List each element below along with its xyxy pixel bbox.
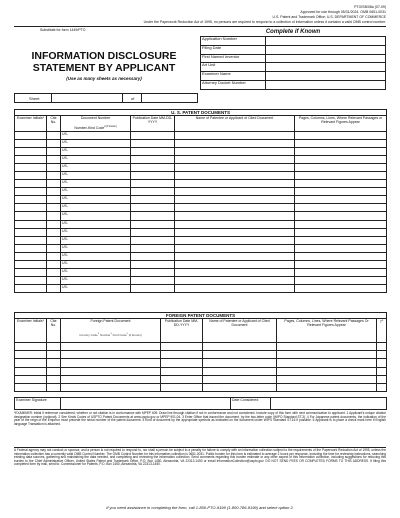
us-pub-date-cell[interactable] <box>131 196 175 204</box>
us-patentee-name-cell[interactable] <box>175 140 295 148</box>
total-sheets-field[interactable] <box>141 94 199 103</box>
us-document-number-cell[interactable] <box>61 220 131 228</box>
us-examiner-initials-cell[interactable] <box>15 196 47 204</box>
us-document-number-cell[interactable] <box>61 284 131 292</box>
us-patentee-name-cell[interactable] <box>175 196 295 204</box>
foreign-pages-cell[interactable] <box>277 359 377 367</box>
foreign-cite-no-cell[interactable] <box>47 351 61 359</box>
us-pages-cell[interactable] <box>295 156 387 164</box>
us-table-row <box>15 220 387 228</box>
assistance-line: If you need assistance in completing the form, call 1-800-PTO-9199 (1-800-786-9199) and select option 2. <box>106 505 294 510</box>
foreign-pages-cell[interactable] <box>277 343 377 351</box>
foreign-patentee-name-cell[interactable] <box>203 367 277 375</box>
foreign-examiner-initials-cell[interactable] <box>15 351 47 359</box>
form-id: PTO/SB/08a (07-09) <box>354 5 386 9</box>
signature-table <box>14 397 387 410</box>
us-pub-date-cell[interactable] <box>131 244 175 252</box>
us-document-number-cell[interactable] <box>61 236 131 244</box>
us-document-number-cell[interactable] <box>61 260 131 268</box>
us-document-number-cell[interactable] <box>61 172 131 180</box>
us-patentee-name-cell[interactable] <box>175 132 295 140</box>
us-pub-date-cell[interactable] <box>131 220 175 228</box>
us-examiner-initials-cell[interactable] <box>15 228 47 236</box>
us-cite-no-cell[interactable] <box>47 252 61 260</box>
us-patentee-name-cell[interactable] <box>175 188 295 196</box>
us-document-number-cell[interactable] <box>61 132 131 140</box>
complete-if-known: Complete if Known <box>265 29 321 35</box>
us-cite-no-cell[interactable] <box>47 188 61 196</box>
known-field-row <box>201 54 386 63</box>
us-patentee-name-cell[interactable] <box>175 284 295 292</box>
foreign-col-doc-title: Foreign Patent Document <box>90 319 131 323</box>
agency-line: U.S. Patent and Trademark Office; U.S. DEPARTMENT OF COMMERCE <box>272 15 386 19</box>
us-patentee-name-cell[interactable] <box>175 252 295 260</box>
us-document-number-cell[interactable] <box>61 180 131 188</box>
us-table-row <box>15 132 387 140</box>
us-col-pages: Pages, Columns, Lines, Where Relevant Passages or Relevant Figures Appear <box>295 116 387 132</box>
us-pub-date-cell[interactable] <box>131 172 175 180</box>
foreign-col-t: $T^6$ <box>377 319 387 343</box>
us-table-row <box>15 148 387 156</box>
us-table-row <box>15 260 387 268</box>
us-cite-no-cell[interactable] <box>47 164 61 172</box>
foreign-table-row <box>15 367 387 375</box>
us-table-row <box>15 188 387 196</box>
us-prefix: US- <box>62 268 69 273</box>
foreign-pages-cell[interactable] <box>277 383 377 391</box>
us-prefix: US- <box>62 228 69 233</box>
us-prefix: US- <box>62 148 69 153</box>
us-prefix: US- <box>62 180 69 185</box>
foreign-patent-table <box>14 312 387 392</box>
us-document-number-cell[interactable] <box>61 212 131 220</box>
us-examiner-initials-cell[interactable] <box>15 244 47 252</box>
us-prefix: US- <box>62 164 69 169</box>
foreign-translation-cell[interactable] <box>377 351 387 359</box>
us-pages-cell[interactable] <box>295 228 387 236</box>
us-prefix: US- <box>62 140 69 145</box>
us-pages-cell[interactable] <box>295 220 387 228</box>
us-pub-date-cell[interactable] <box>131 140 175 148</box>
us-patentee-name-cell[interactable] <box>175 212 295 220</box>
foreign-examiner-initials-cell[interactable] <box>15 367 47 375</box>
us-prefix: US- <box>62 236 69 241</box>
foreign-translation-cell[interactable] <box>377 367 387 375</box>
us-cite-no-cell[interactable] <box>47 284 61 292</box>
us-examiner-initials-cell[interactable] <box>15 188 47 196</box>
us-table-title: U. S. PATENT DOCUMENTS <box>15 110 387 116</box>
us-table-row <box>15 268 387 276</box>
us-pages-cell[interactable] <box>295 140 387 148</box>
us-pages-cell[interactable] <box>295 276 387 284</box>
us-pub-date-cell[interactable] <box>131 276 175 284</box>
foreign-patentee-name-cell[interactable] <box>203 375 277 383</box>
header-divider <box>14 26 386 27</box>
us-examiner-initials-cell[interactable] <box>15 268 47 276</box>
us-document-number-cell[interactable] <box>61 148 131 156</box>
us-pages-cell[interactable] <box>295 148 387 156</box>
us-cite-no-cell[interactable] <box>47 172 61 180</box>
us-patentee-name-cell[interactable] <box>175 260 295 268</box>
known-field-label: Art Unit <box>201 63 266 72</box>
us-pub-date-cell[interactable] <box>131 180 175 188</box>
us-pages-cell[interactable] <box>295 196 387 204</box>
foreign-cite-no-cell[interactable] <box>47 383 61 391</box>
foreign-examiner-initials-cell[interactable] <box>15 343 47 351</box>
us-patent-table <box>14 109 387 293</box>
foreign-patentee-name-cell[interactable] <box>203 359 277 367</box>
us-cite-no-cell[interactable] <box>47 212 61 220</box>
us-table-row <box>15 156 387 164</box>
foreign-cite-no-cell[interactable] <box>47 367 61 375</box>
foreign-col-doc-sub: Country Code$^3$ Number$^4$ Kind Code$^5$ (if known) <box>79 333 142 337</box>
foreign-col-cite: Cite No. <box>47 319 61 343</box>
known-field-label: Application Number <box>201 37 266 46</box>
us-cite-no-cell[interactable] <box>47 276 61 284</box>
substitute-note: Substitute for form 1449/PTO <box>40 28 86 32</box>
us-cite-no-cell[interactable] <box>47 236 61 244</box>
foreign-patentee-name-cell[interactable] <box>203 343 277 351</box>
foreign-col-examiner: Examiner Initials* <box>15 319 47 343</box>
foreign-document-cell[interactable] <box>61 343 161 351</box>
foreign-col-doc <box>61 319 161 343</box>
us-table-row <box>15 212 387 220</box>
foreign-document-cell[interactable] <box>61 351 161 359</box>
us-cite-no-cell[interactable] <box>47 204 61 212</box>
us-pub-date-cell[interactable] <box>131 228 175 236</box>
us-pub-date-cell[interactable] <box>131 204 175 212</box>
us-table-row <box>15 276 387 284</box>
us-prefix: US- <box>62 156 69 161</box>
us-cite-no-cell[interactable] <box>47 148 61 156</box>
sheet-label: Sheet <box>29 96 40 101</box>
us-table-row <box>15 140 387 148</box>
us-examiner-initials-cell[interactable] <box>15 276 47 284</box>
known-field-row <box>201 80 386 89</box>
foreign-table-row <box>15 351 387 359</box>
foreign-document-cell[interactable] <box>61 367 161 375</box>
us-prefix: US- <box>62 220 69 225</box>
us-patentee-name-cell[interactable] <box>175 204 295 212</box>
us-prefix: US- <box>62 252 69 257</box>
us-pub-date-cell[interactable] <box>131 188 175 196</box>
us-examiner-initials-cell[interactable] <box>15 156 47 164</box>
us-document-number-cell[interactable] <box>61 228 131 236</box>
examiner-signature-field[interactable] <box>61 398 231 410</box>
us-table-row <box>15 180 387 188</box>
foreign-table-row <box>15 375 387 383</box>
known-field-value[interactable] <box>266 63 386 72</box>
foreign-patentee-name-cell[interactable] <box>203 351 277 359</box>
us-table-row <box>15 228 387 236</box>
us-pub-date-cell[interactable] <box>131 212 175 220</box>
foreign-pub-date-cell[interactable] <box>161 367 203 375</box>
us-pub-date-cell[interactable] <box>131 284 175 292</box>
us-cite-no-cell[interactable] <box>47 156 61 164</box>
us-patentee-name-cell[interactable] <box>175 156 295 164</box>
sheet-row <box>14 93 198 103</box>
known-field-row <box>201 45 386 54</box>
us-document-number-cell[interactable] <box>61 140 131 148</box>
foreign-pages-cell[interactable] <box>277 367 377 375</box>
us-examiner-initials-cell[interactable] <box>15 260 47 268</box>
foreign-cite-no-cell[interactable] <box>47 343 61 351</box>
known-field-label: Attorney Docket Number <box>201 80 266 89</box>
foreign-pub-date-cell[interactable] <box>161 343 203 351</box>
us-examiner-initials-cell[interactable] <box>15 212 47 220</box>
us-patentee-name-cell[interactable] <box>175 172 295 180</box>
us-pub-date-cell[interactable] <box>131 164 175 172</box>
foreign-examiner-initials-cell[interactable] <box>15 383 47 391</box>
us-table-row <box>15 244 387 252</box>
us-examiner-initials-cell[interactable] <box>15 148 47 156</box>
us-table-row <box>15 164 387 172</box>
us-prefix: US- <box>62 196 69 201</box>
foreign-cite-no-cell[interactable] <box>47 359 61 367</box>
known-fields-table <box>200 36 386 90</box>
foreign-examiner-initials-cell[interactable] <box>15 359 47 367</box>
us-col-pubdate: Publication Date MM-DD-YYYY <box>131 116 175 132</box>
us-examiner-initials-cell[interactable] <box>15 164 47 172</box>
us-document-number-cell[interactable] <box>61 196 131 204</box>
examiner-signature-label: Examiner Signature <box>15 398 61 410</box>
title-line-2: STATEMENT BY APPLICANT <box>32 62 176 74</box>
foreign-translation-cell[interactable] <box>377 383 387 391</box>
us-pub-date-cell[interactable] <box>131 268 175 276</box>
us-pages-cell[interactable] <box>295 172 387 180</box>
paperwork-line: Under the Paperwork Reduction Act of 1995, no persons are required to respond to a collection of information unless it contains a valid OMB control number. <box>143 20 386 24</box>
us-document-number-cell[interactable] <box>61 268 131 276</box>
examiner-footnote: *EXAMINER: Initial if reference considered, whether or not citation is in conformance with MPEP 609. Draw line through citation if not in conformance and not considered. Include copy of this form with next communication to applicant. 1 Applicant's unique citation designation number (optional). 2 See Kinds Codes of USPTO Patent Documents at www.uspto.gov or MPEP 901.04. 3 Enter Office that issued the document, by the two-letter code (WIPO Standard ST.3). 4 For Japanese patent documents, the indication of the year of the reign of the Emperor must precede the serial number of the patent document. 5 Kind of document by the appropriate symbols as indicated on the document under WIPO Standard ST.16 if possible. 6 Applicant is to place a check mark here if English language Translation is attached. <box>14 411 386 426</box>
us-prefix: US- <box>62 132 69 136</box>
us-examiner-initials-cell[interactable] <box>15 284 47 292</box>
us-patentee-name-cell[interactable] <box>175 220 295 228</box>
us-examiner-initials-cell[interactable] <box>15 236 47 244</box>
foreign-pages-cell[interactable] <box>277 375 377 383</box>
us-prefix: US- <box>62 204 69 209</box>
us-patentee-name-cell[interactable] <box>175 148 295 156</box>
us-prefix: US- <box>62 260 69 265</box>
foreign-pub-date-cell[interactable] <box>161 359 203 367</box>
us-pages-cell[interactable] <box>295 180 387 188</box>
us-cite-no-cell[interactable] <box>47 180 61 188</box>
us-table-row <box>15 236 387 244</box>
us-cite-no-cell[interactable] <box>47 132 61 140</box>
foreign-table-row <box>15 343 387 351</box>
us-col-doc-sub: Number-Kind Code$^{2 (if known)}$ <box>74 125 117 131</box>
us-document-number-cell[interactable] <box>61 252 131 260</box>
us-patentee-name-cell[interactable] <box>175 164 295 172</box>
us-prefix: US- <box>62 188 69 193</box>
foreign-examiner-initials-cell[interactable] <box>15 375 47 383</box>
known-field-row <box>201 37 386 46</box>
us-patentee-name-cell[interactable] <box>175 228 295 236</box>
us-examiner-initials-cell[interactable] <box>15 220 47 228</box>
us-prefix: US- <box>62 172 69 177</box>
known-field-label: Examiner Name <box>201 72 266 81</box>
us-pages-cell[interactable] <box>295 212 387 220</box>
us-prefix: US- <box>62 284 69 289</box>
us-pub-date-cell[interactable] <box>131 260 175 268</box>
known-field-value[interactable] <box>266 72 386 81</box>
us-document-number-cell[interactable] <box>61 244 131 252</box>
us-patentee-name-cell[interactable] <box>175 244 295 252</box>
foreign-cite-no-cell[interactable] <box>47 375 61 383</box>
us-cite-no-cell[interactable] <box>47 260 61 268</box>
us-pages-cell[interactable] <box>295 268 387 276</box>
us-pages-cell[interactable] <box>295 204 387 212</box>
foreign-pub-date-cell[interactable] <box>161 375 203 383</box>
foreign-table-row <box>15 359 387 367</box>
us-patentee-name-cell[interactable] <box>175 268 295 276</box>
us-col-doc-title: Document Number <box>80 116 111 120</box>
us-pages-cell[interactable] <box>295 188 387 196</box>
us-prefix: US- <box>62 276 69 281</box>
sheet-number-field[interactable] <box>51 94 123 103</box>
foreign-translation-cell[interactable] <box>377 359 387 367</box>
us-col-cite: Cite No. <box>47 116 61 132</box>
us-col-doc <box>61 116 131 132</box>
us-patentee-name-cell[interactable] <box>175 236 295 244</box>
us-examiner-initials-cell[interactable] <box>15 172 47 180</box>
foreign-patentee-name-cell[interactable] <box>203 383 277 391</box>
us-document-number-cell[interactable] <box>61 164 131 172</box>
foreign-document-cell[interactable] <box>61 383 161 391</box>
date-considered-field[interactable] <box>271 398 387 410</box>
title-note: (Use as many sheets as necessary) <box>66 76 142 81</box>
us-pub-date-cell[interactable] <box>131 156 175 164</box>
us-document-number-cell[interactable] <box>61 188 131 196</box>
us-table-row <box>15 204 387 212</box>
us-prefix: US- <box>62 244 69 249</box>
us-examiner-initials-cell[interactable] <box>15 180 47 188</box>
known-field-value[interactable] <box>266 80 386 89</box>
us-table-row <box>15 196 387 204</box>
us-pages-cell[interactable] <box>295 236 387 244</box>
us-examiner-initials-cell[interactable] <box>15 204 47 212</box>
foreign-pub-date-cell[interactable] <box>161 351 203 359</box>
us-cite-no-cell[interactable] <box>47 140 61 148</box>
us-pages-cell[interactable] <box>295 132 387 140</box>
us-col-name: Name of Patentee or Applicant of Cited Document <box>175 116 295 132</box>
foreign-col-pages: Pages, Columns, Lines, Where Relevant Passages Or Relevant Figures Appear <box>277 319 377 343</box>
us-table-row <box>15 172 387 180</box>
us-document-number-cell[interactable] <box>61 156 131 164</box>
known-field-label: First Named Inventor <box>201 54 266 63</box>
title-line-1: INFORMATION DISCLOSURE <box>31 50 177 62</box>
us-patentee-name-cell[interactable] <box>175 180 295 188</box>
approval-line: Approved for use through 05/31/2024. OMB 0651-0031 <box>300 10 386 14</box>
us-table-row <box>15 252 387 260</box>
us-document-number-cell[interactable] <box>61 276 131 284</box>
us-pub-date-cell[interactable] <box>131 132 175 140</box>
us-cite-no-cell[interactable] <box>47 196 61 204</box>
us-table-row <box>15 284 387 292</box>
us-examiner-initials-cell[interactable] <box>15 140 47 148</box>
us-cite-no-cell[interactable] <box>47 244 61 252</box>
us-pages-cell[interactable] <box>295 244 387 252</box>
known-field-label: Filing Date <box>201 45 266 54</box>
us-examiner-initials-cell[interactable] <box>15 252 47 260</box>
known-field-value[interactable] <box>266 45 386 54</box>
us-pages-cell[interactable] <box>295 252 387 260</box>
foreign-col-pubdate: Publication Date MM-DD-YYYY <box>161 319 203 343</box>
date-considered-label: Date Considered <box>231 398 271 410</box>
of-label: of <box>131 96 135 101</box>
us-pub-date-cell[interactable] <box>131 148 175 156</box>
foreign-pub-date-cell[interactable] <box>161 383 203 391</box>
us-pub-date-cell[interactable] <box>131 252 175 260</box>
us-pages-cell[interactable] <box>295 284 387 292</box>
us-pages-cell[interactable] <box>295 260 387 268</box>
foreign-col-name: Name of Patentee or Applicant of Cited Document <box>203 319 277 343</box>
us-cite-no-cell[interactable] <box>47 268 61 276</box>
us-cite-no-cell[interactable] <box>47 220 61 228</box>
us-col-examiner: Examiner Initials* <box>15 116 47 132</box>
us-document-number-cell[interactable] <box>61 204 131 212</box>
foreign-pages-cell[interactable] <box>277 351 377 359</box>
foreign-translation-cell[interactable] <box>377 343 387 351</box>
us-examiner-initials-cell[interactable] <box>15 132 47 140</box>
foreign-translation-cell[interactable] <box>377 375 387 383</box>
us-patentee-name-cell[interactable] <box>175 276 295 284</box>
foreign-table-title: FOREIGN PATENT DOCUMENTS <box>15 313 387 319</box>
us-pages-cell[interactable] <box>295 164 387 172</box>
foreign-table-row <box>15 383 387 391</box>
foreign-document-cell[interactable] <box>61 359 161 367</box>
known-field-value[interactable] <box>266 37 386 46</box>
foreign-document-cell[interactable] <box>61 375 161 383</box>
us-cite-no-cell[interactable] <box>47 228 61 236</box>
us-prefix: US- <box>62 212 69 217</box>
burden-statement: A Federal agency may not conduct or sponsor, and a person is not required to respond to, nor shall a person be subject to a penalty for failure to comply with an information collection subject to the requirements of the Paperwork Reduction Act of 1995, unless the information collection has a currently valid OMB Control Number. The OMB Control Number for this information collection is 0651-0031. Public burden for this form is estimated to average 2 hours per response, including the time for reviewing instructions, searching existing data sources, gathering and maintaining the data needed, and completing and reviewing the information collection. Send comments regarding this burden estimate or any other aspect of this information collection, including suggestions for reducing this burden to the Chief Administrative Officer, United States Patent and Trademark Office, P.O. Box 1450, Alexandria, VA 22313-1450 or email InformationCollection@uspto.gov. DO NOT SEND FEES OR COMPLETED FORMS TO THIS ADDRESS. If filing this completed form by mail, send to: Commissioner for Patents, P.O. Box 1450, Alexandria, VA 22313-1450. <box>14 448 386 467</box>
known-field-value[interactable] <box>266 54 386 63</box>
us-pub-date-cell[interactable] <box>131 236 175 244</box>
